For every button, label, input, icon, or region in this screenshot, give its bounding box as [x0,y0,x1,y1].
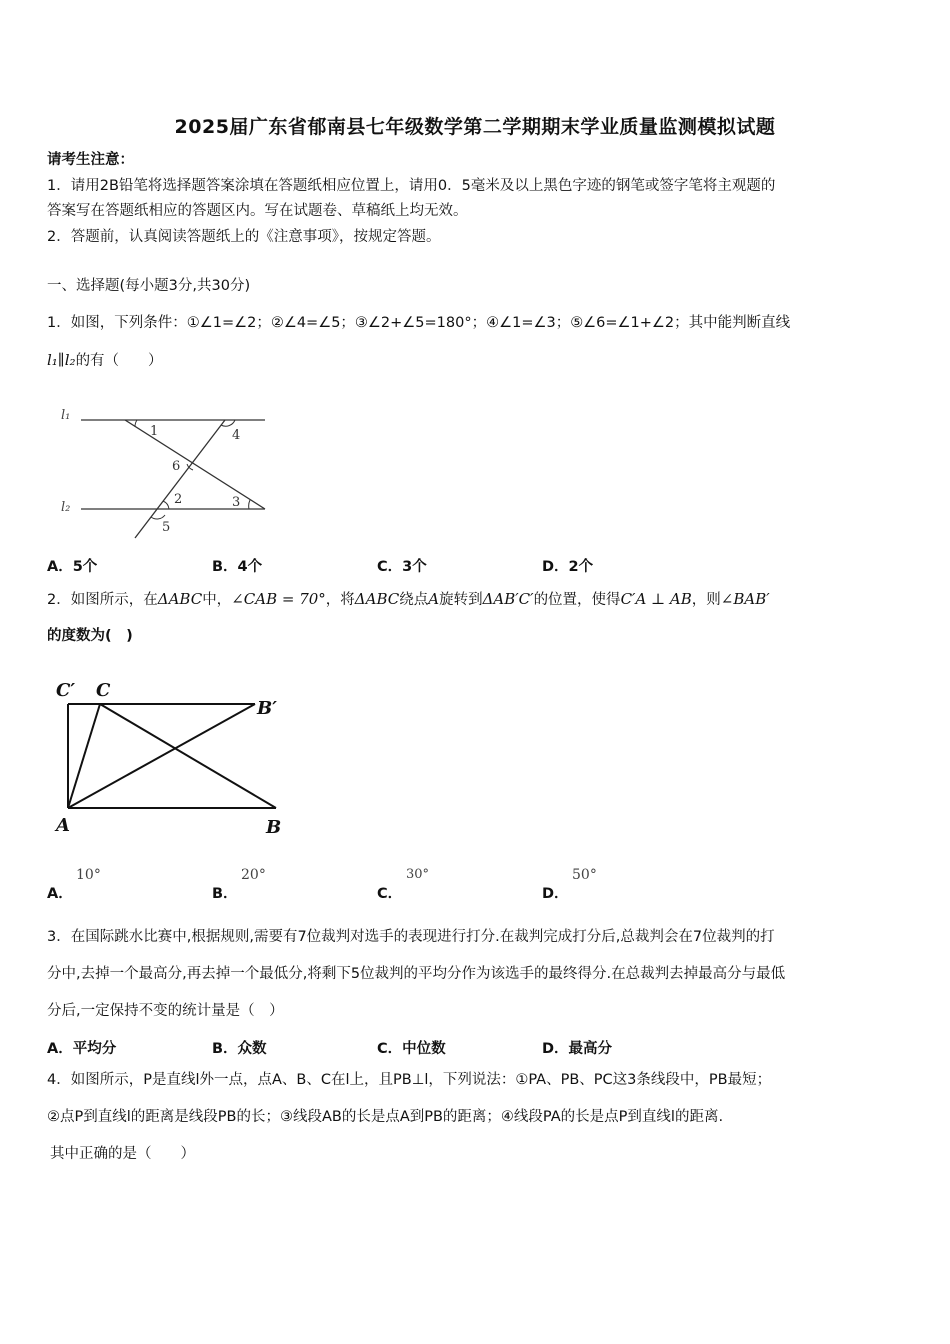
q1-transversal-a [125,420,265,509]
q2-option-b-label[interactable]: B． [212,886,238,902]
q2-label-a: A [56,815,70,836]
q3-stem-line2: 分中,去掉一个最高分,再去掉一个最低分,将剩下5位裁判的平均分作为该选手的最终得分.在总裁判去掉最高分与最低 [47,966,786,982]
q1-stem-line2 [47,350,163,371]
q1-stem-line1: 1．如图，下列条件：①∠1=∠2；②∠4=∠5；③∠2+∠5=180°；④∠1=∠3；⑤∠6=∠1+∠2；其中能判断直线 [47,315,791,331]
q2-math-perp: C′A ⊥ AB [620,590,692,608]
q1-arc-1 [135,420,137,427]
q3-option-b[interactable]: B．众数 [212,1041,267,1057]
q2-stem-line2: 的度数为( ) [47,628,133,644]
q1-option-a[interactable]: A．5个 [47,559,98,575]
q1-label-5: 5 [162,520,171,535]
q1-stem-rest: 的有（ ） [75,353,163,369]
notice-line-2: 2．答题前，认真阅读答题纸上的《注意事项》，按规定答题。 [47,229,441,245]
q2-stem-line1 [47,589,770,610]
q2-math-rotated: ΔAB′C′ [482,590,534,608]
q1-label-2: 2 [174,492,183,507]
q3-option-a[interactable]: A．平均分 [47,1041,117,1057]
notice-heading: 请考生注意： [47,152,134,168]
q1-label-l1: l₁ [61,408,71,423]
q1-label-3: 3 [232,495,241,510]
q2-label-bp: B′ [257,698,277,719]
q2-option-d-value: 50° [572,867,597,883]
q2-option-d-label[interactable]: D． [542,886,569,902]
q2-option-a-value: 10° [76,867,101,883]
q3-stem-line1: 3．在国际跳水比赛中,根据规则,需要有7位裁判对选手的表现进行打分.在裁判完成打分后,总裁判会在7位裁判的打 [47,929,775,945]
q2-math-point-a: A [428,590,440,608]
q2-option-c-value: 30° [406,867,430,882]
q2-math-answer-angle: ∠BAB′ [720,590,770,608]
q1-lines-math: l₁∥l₂ [47,351,76,369]
q2-text-3: ，将 [325,592,355,608]
page-title: 2025届广东省郁南县七年级数学第二学期期末学业质量监测模拟试题 [174,116,776,138]
q1-transversal-b [135,420,225,538]
q2-label-cp: C′ [56,680,76,701]
q3-stem-line3: 分后,一定保持不变的统计量是（ ） [47,1003,284,1019]
q1-arc-5 [151,515,165,519]
q2-math-triangle: ΔABC [157,590,203,608]
notice-line-1a: 1．请用2B铅笔将选择题答案涂填在答题纸相应位置上，请用0．5毫米及以上黑色字迹的钢笔或签字笔将主观题的 [47,178,776,194]
q1-label-4: 4 [232,428,241,443]
q4-stem-line2: ②点P到直线l的距离是线段PB的长；③线段AB的长是点A到PB的距离；④线段PA的长是点P到直线l的距离. [47,1109,724,1125]
q3-option-d[interactable]: D．最高分 [542,1041,613,1057]
q2-math-triangle-2: ΔABC [354,590,400,608]
q1-arc-3 [249,500,250,509]
q2-figure [50,672,295,842]
q2-text-4: 绕点 [399,592,429,608]
section-heading: 一、选择题(每小题3分,共30分) [47,278,251,294]
q1-label-6: 6 [172,459,181,474]
q1-figure [55,398,280,543]
q2-option-b-value: 20° [241,867,266,883]
q4-stem-line1: 4．如图所示，P是直线l外一点，点A、B、C在l上，且PB⊥l，下列说法：①PA、PB、PC这3条线段中，PB最短； [47,1072,772,1088]
q2-option-c-label[interactable]: C． [377,886,403,902]
q2-label-b: B [266,817,282,838]
q3-option-c[interactable]: C．中位数 [377,1041,446,1057]
q2-text-7: ，则 [691,592,721,608]
q2-text-1: 2．如图所示，在 [47,592,158,608]
q1-label-l2: l₂ [61,500,71,515]
q2-label-c: C [96,680,111,701]
notice-line-1b: 答案写在答题纸相应的答题区内。写在试题卷、草稿纸上均无效。 [47,203,468,219]
q1-option-b[interactable]: B．4个 [212,559,263,575]
q2-math-angle: ∠CAB = 70° [231,590,326,608]
q1-label-1: 1 [150,424,159,439]
q2-option-a-label[interactable]: A． [47,886,73,902]
q1-option-d[interactable]: D．2个 [542,559,594,575]
q1-arc-2 [163,501,169,509]
q4-stem-line3: 其中正确的是（ ） [50,1146,195,1162]
q2-text-5: 旋转到 [439,592,483,608]
q1-option-c[interactable]: C．3个 [377,559,427,575]
q2-text-6: 的位置，使得 [533,592,621,608]
q2-text-2: 中， [202,592,232,608]
q2-seg-c-b [100,704,276,808]
